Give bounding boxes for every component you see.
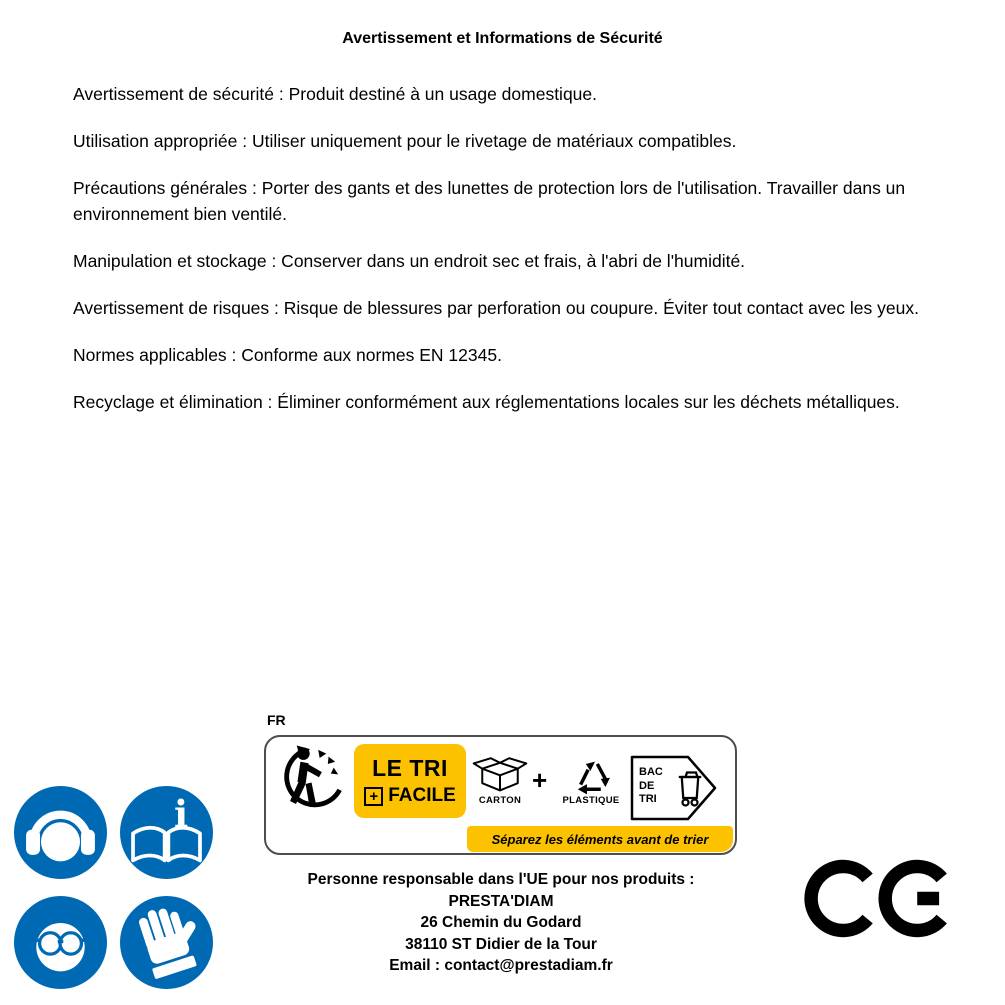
paragraph-avertissement-securite: Avertissement de sécurité : Produit destiné à un usage domestique. [73, 84, 598, 104]
page-title: Avertissement et Informations de Sécurité [342, 30, 663, 47]
ce-marking-icon [801, 856, 961, 941]
recycling-info-panel [264, 735, 737, 855]
carton-label: CARTON [478, 795, 522, 806]
bac-de-tri-flag [630, 755, 718, 821]
svg-text:i: i [173, 791, 189, 836]
plastique-label: PLASTIQUE [562, 795, 620, 806]
paragraph-manipulation-stockage: Manipulation et stockage : Conserver dans un endroit sec et frais, à l'abri de l'humidité. [73, 251, 746, 271]
address-city: 38110 ST Didier de la Tour [405, 935, 597, 953]
le-tri-label: LE TRI [372, 755, 448, 781]
contact-email: Email : contact@prestadiam.fr [389, 957, 613, 974]
paragraph-recyclage-elimination: Recyclage et élimination : Éliminer conformément aux réglementations locales sur les déchets métalliques. [73, 392, 900, 412]
bac-label-line3: TRI [639, 793, 657, 805]
wear-protective-gloves-icon [120, 896, 213, 989]
address-street: 26 Chemin du Godard [420, 914, 582, 931]
company-name: PRESTA'DIAM [448, 892, 554, 910]
bac-label-line2: DE [639, 779, 655, 792]
facile-label: FACILE [388, 785, 456, 806]
wear-eye-protection-icon [14, 896, 107, 989]
paragraph-avertissement-risques: Avertissement de risques : Risque de blessures par perforation ou coupure. Éviter tout contact avec les yeux. [73, 298, 919, 318]
materials-plus-sign: + [532, 765, 548, 795]
bac-label-line1: BAC [639, 766, 663, 778]
triman-icon [276, 742, 350, 820]
plastique-material [556, 749, 626, 806]
carton-material [468, 749, 532, 806]
le-tri-facile-badge [354, 744, 466, 818]
wear-ear-protection-icon [14, 786, 107, 879]
paragraph-precautions-generales: Précautions générales : Porter des gants et des lunettes de protection lors de l'utilisation. Travailler dans un environnement bien ventilé. [73, 178, 906, 224]
safety-paragraphs [73, 81, 941, 415]
mandatory-pictograms-grid [14, 786, 213, 989]
wheelie-bin-icon [675, 765, 705, 810]
paragraph-utilisation-appropriee: Utilisation appropriée : Utiliser uniquement pour le rivetage de matériaux compatibles. [73, 131, 737, 151]
responsible-heading: Personne responsable dans l'UE pour nos produits : [307, 871, 695, 888]
carton-box-icon [470, 749, 530, 795]
separation-note: Séparez les éléments avant de trier [467, 826, 733, 852]
recycling-triangle-icon [565, 749, 617, 795]
plus-icon: + [364, 787, 383, 806]
read-instruction-manual-icon [120, 786, 213, 879]
country-label: FR [267, 712, 286, 728]
paragraph-normes-applicables: Normes applicables : Conforme aux normes EN 12345. [73, 345, 502, 365]
responsible-address-block [247, 869, 755, 977]
